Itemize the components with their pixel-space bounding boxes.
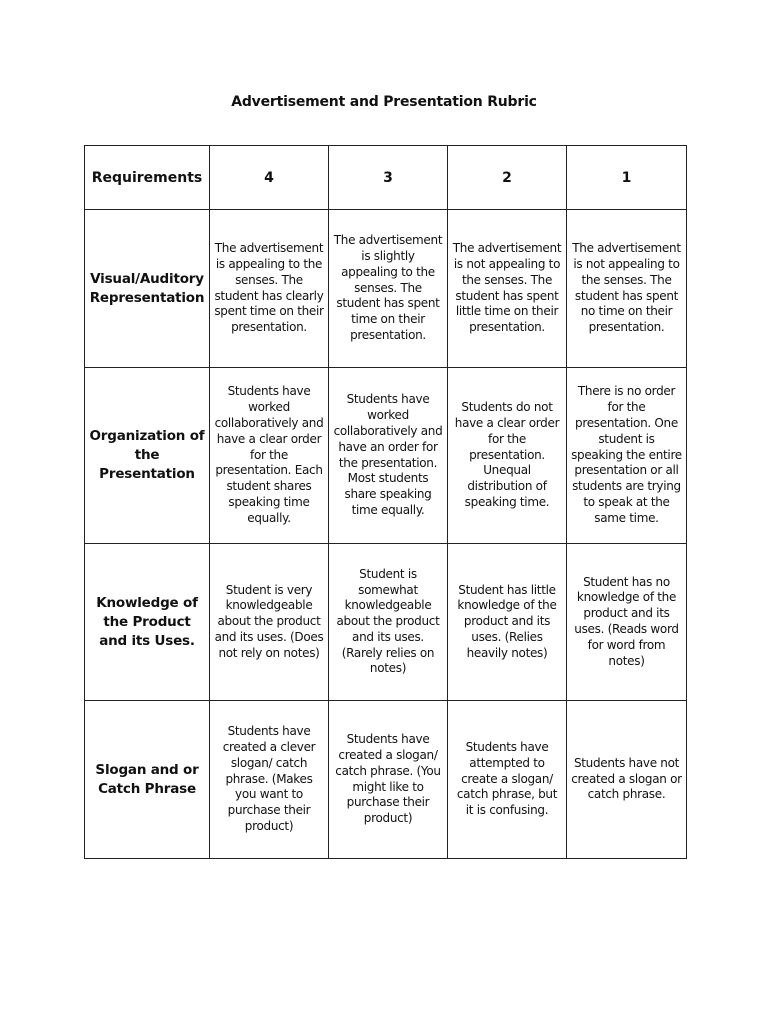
criteria-cell-score-3: Students have created a slogan/ catch phrase. (You might like to purchase their product) [329, 701, 448, 859]
criteria-cell-score-2: Student has little knowledge of the product and its uses. (Relies heavily notes) [448, 544, 567, 701]
table-row [85, 544, 687, 701]
criteria-cell-score-3: Students have worked collaboratively and have an order for the presentation. Most students share speaking time equally. [329, 368, 448, 544]
column-header-requirements: Requirements [85, 146, 210, 210]
criteria-cell-score-1: Students have not created a slogan or catch phrase. [567, 701, 687, 859]
criteria-cell-score-1: The advertisement is not appealing to the senses. The student has spent no time on their presentation. [567, 210, 687, 368]
requirement-label [85, 210, 210, 368]
criteria-cell-score-2: Students do not have a clear order for the presentation. Unequal distribution of speaking time. [448, 368, 567, 544]
requirement-text: Knowledge of the Product and its Uses. [96, 594, 198, 649]
page-title: Advertisement and Presentation Rubric [231, 94, 537, 110]
criteria-cell-score-3: The advertisement is slightly appealing to the senses. The student has spent time on their presentation. [329, 210, 448, 368]
table-row [85, 210, 687, 368]
criteria-cell-score-4: Students have worked collaboratively and have a clear order for the presentation. Each student shares speaking time equally. [210, 368, 329, 544]
criteria-cell-score-2: The advertisement is not appealing to the senses. The student has spent little time on their presentation. [448, 210, 567, 368]
criteria-cell-score-2: Students have attempted to create a slogan/ catch phrase, but it is confusing. [448, 701, 567, 859]
criteria-cell-score-4: The advertisement is appealing to the senses. The student has clearly spent time on their presentation. [210, 210, 329, 368]
requirement-text: Visual/Auditory Representation [89, 270, 205, 306]
table-row [85, 368, 687, 544]
requirement-text: Organization of the Presentation [89, 428, 205, 482]
column-header-score-4: 4 [210, 146, 329, 210]
requirement-text: Slogan and or Catch Phrase [95, 761, 199, 797]
criteria-cell-score-1: There is no order for the presentation. One student is speaking the entire presentation or all students are trying to speak at the same time. [567, 368, 687, 544]
column-header-score-2: 2 [448, 146, 567, 210]
column-header-score-1: 1 [567, 146, 687, 210]
criteria-cell-score-4: Students have created a clever slogan/ catch phrase. (Makes you want to purchase their product) [210, 701, 329, 859]
rubric-table [84, 145, 687, 859]
criteria-cell-score-1: Student has no knowledge of the product and its uses. (Reads word for word from notes) [567, 544, 687, 701]
criteria-cell-score-4: Student is very knowledgeable about the product and its uses. (Does not rely on notes) [210, 544, 329, 701]
column-header-score-3: 3 [329, 146, 448, 210]
requirement-label [85, 368, 210, 544]
criteria-cell-score-3: Student is somewhat knowledgeable about the product and its uses. (Rarely relies on notes) [329, 544, 448, 701]
requirement-label [85, 701, 210, 859]
requirement-label [85, 544, 210, 701]
table-row [85, 701, 687, 859]
table-header-row [85, 146, 687, 210]
